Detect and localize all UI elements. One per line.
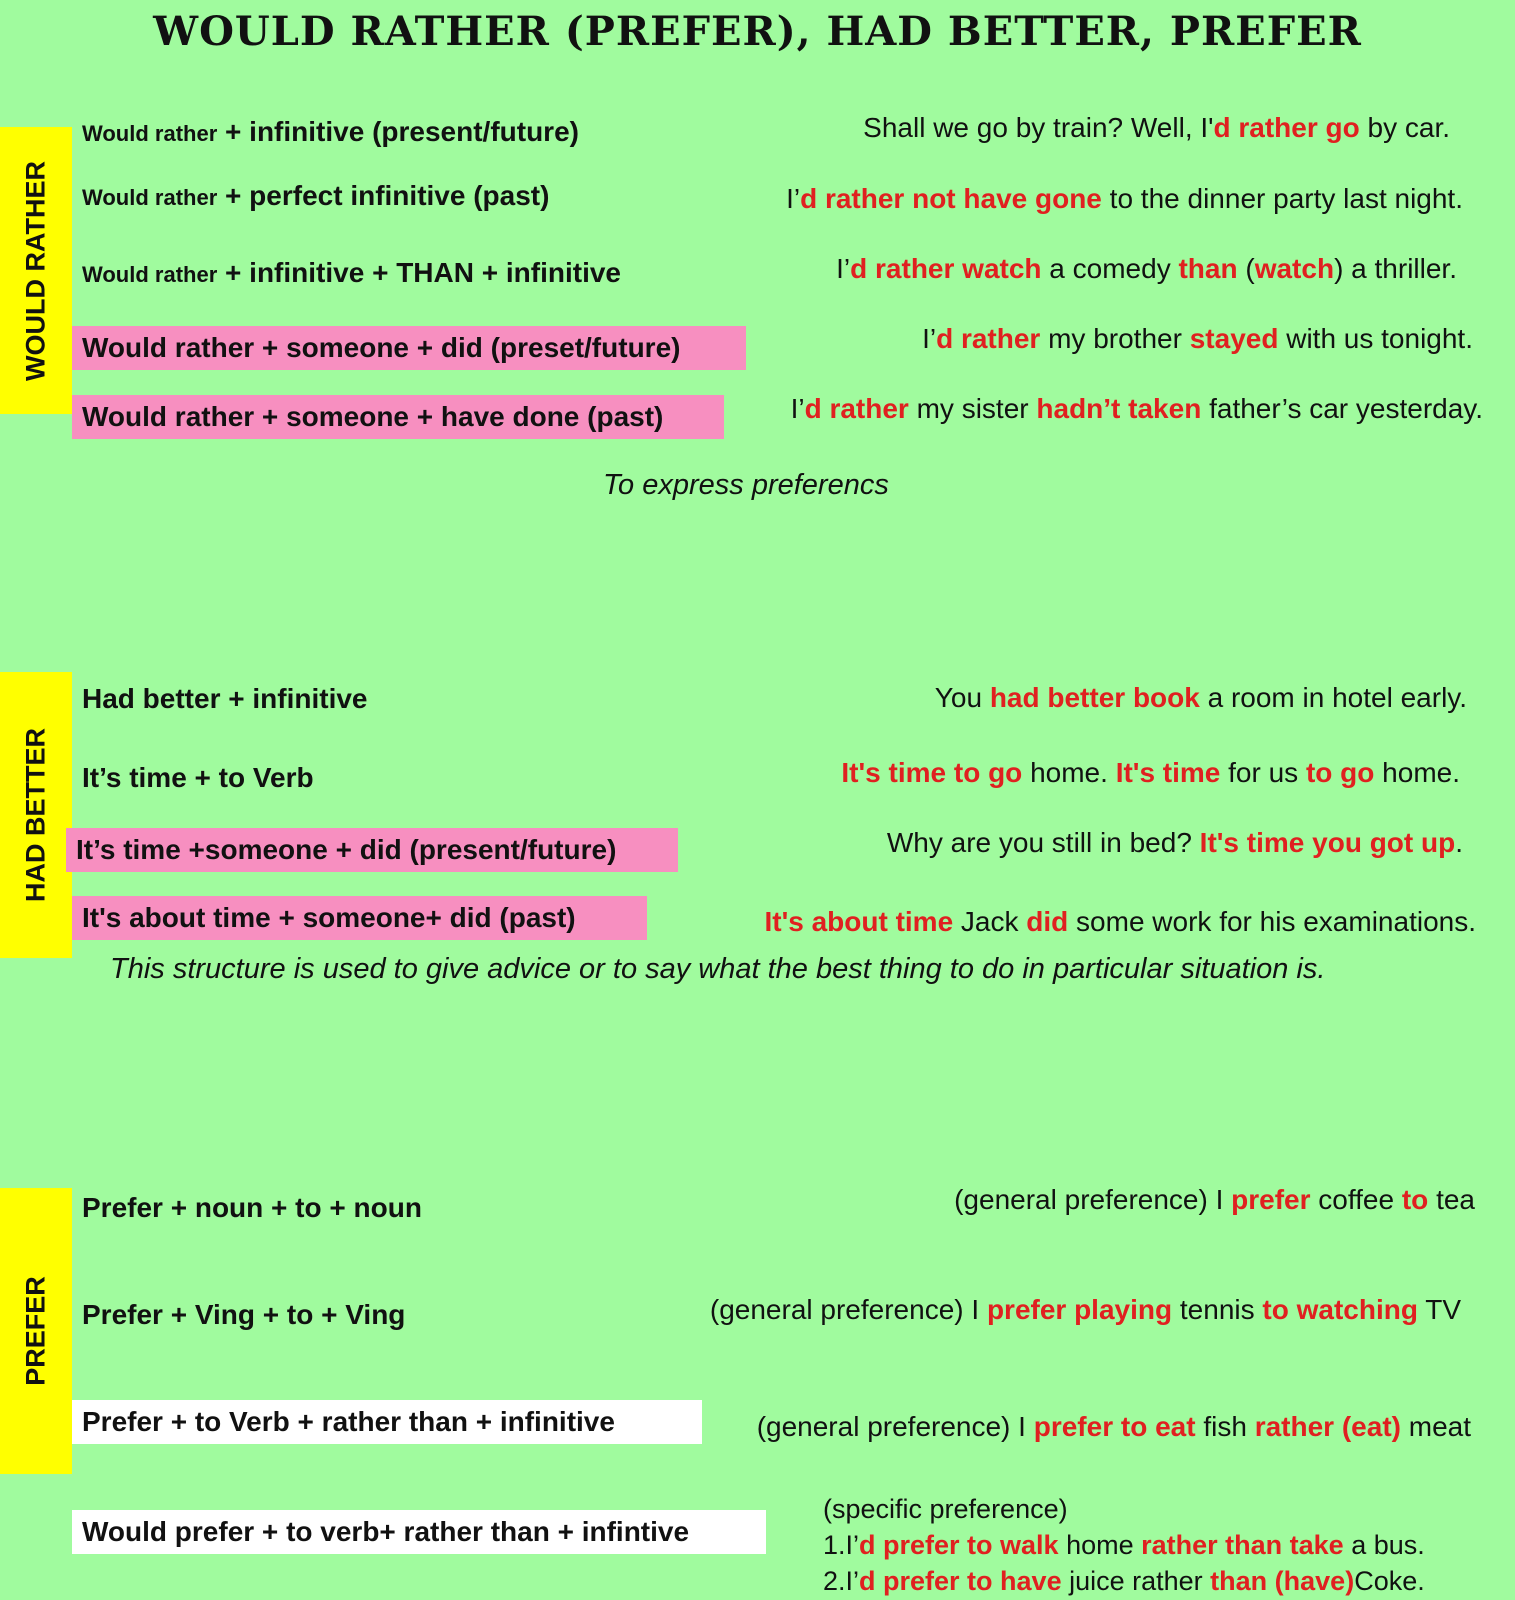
page-title: WOULD RATHER (PREFER), HAD BETTER, PREFER <box>153 8 1362 55</box>
note-would-rather: To express preferencs <box>603 469 889 501</box>
example-prefer-4 <box>823 1491 1425 1599</box>
rule-its-time-someone-did: It’s time +someone + did (present/future) <box>66 828 678 872</box>
example-had-better-1: You had better book a room in hotel early. <box>934 682 1467 713</box>
rule-would-rather-someone-have-done: Would rather + someone + have done (past) <box>72 395 724 439</box>
rule-its-time-to-verb: It’s time + to Verb <box>82 762 314 793</box>
rule-would-rather-than: Would rather + infinitive + THAN + infinitive <box>82 257 621 288</box>
rule-prefer-to-verb: Prefer + to Verb + rather than + infinitive <box>72 1400 702 1444</box>
rule-would-rather-infinitive: Would rather + infinitive (present/future) <box>82 116 579 147</box>
example-line: 2.I’d prefer to have juice rather than (have)Coke. <box>823 1566 1425 1596</box>
example-would-rather-1: Shall we go by train? Well, I'd rather go by car. <box>863 112 1450 143</box>
example-prefer-3: (general preference) I prefer to eat fish rather (eat) meat <box>756 1411 1471 1442</box>
rule-would-rather-perfect-infinitive: Would rather + perfect infinitive (past) <box>82 180 550 211</box>
rule-had-better-infinitive: Had better + infinitive <box>82 683 368 714</box>
example-would-rather-2: I’d rather not have gone to the dinner party last night. <box>786 183 1463 214</box>
sidebar-had-better <box>0 672 72 958</box>
example-would-rather-5: I’d rather my sister hadn’t taken father’s car yesterday. <box>790 393 1483 424</box>
example-would-rather-3: I’d rather watch a comedy than (watch) a thriller. <box>836 253 1457 284</box>
example-had-better-2: It's time to go home. It's time for us to go home. <box>841 757 1460 788</box>
sidebar-label: WOULD RATHER <box>20 160 51 381</box>
example-prefer-1: (general preference) I prefer coffee to tea <box>954 1184 1475 1215</box>
example-line: 1.I’d prefer to walk home rather than take a bus. <box>823 1530 1425 1560</box>
sidebar-label: HAD BETTER <box>20 728 51 902</box>
sidebar-prefer <box>0 1188 72 1474</box>
rule-its-about-time: It's about time + someone+ did (past) <box>72 896 647 940</box>
rule-would-rather-someone-did: Would rather + someone + did (preset/future) <box>72 326 746 370</box>
rule-prefer-ving: Prefer + Ving + to + Ving <box>82 1299 406 1330</box>
example-line: (specific preference) <box>823 1494 1068 1524</box>
example-had-better-4: It's about time Jack did some work for his examinations. <box>764 906 1476 937</box>
example-would-rather-4: I’d rather my brother stayed with us tonight. <box>922 323 1473 354</box>
sidebar-label: PREFER <box>20 1276 51 1386</box>
example-had-better-3: Why are you still in bed? It's time you got up. <box>886 827 1463 858</box>
note-had-better: This structure is used to give advice or to say what the best thing to do in particular situation is. <box>110 953 1326 985</box>
example-prefer-2: (general preference) I prefer playing tennis to watching TV <box>709 1294 1461 1325</box>
rule-would-prefer: Would prefer + to verb+ rather than + infintive <box>72 1510 766 1554</box>
sidebar-would-rather <box>0 127 72 414</box>
rule-prefer-noun: Prefer + noun + to + noun <box>82 1192 422 1223</box>
